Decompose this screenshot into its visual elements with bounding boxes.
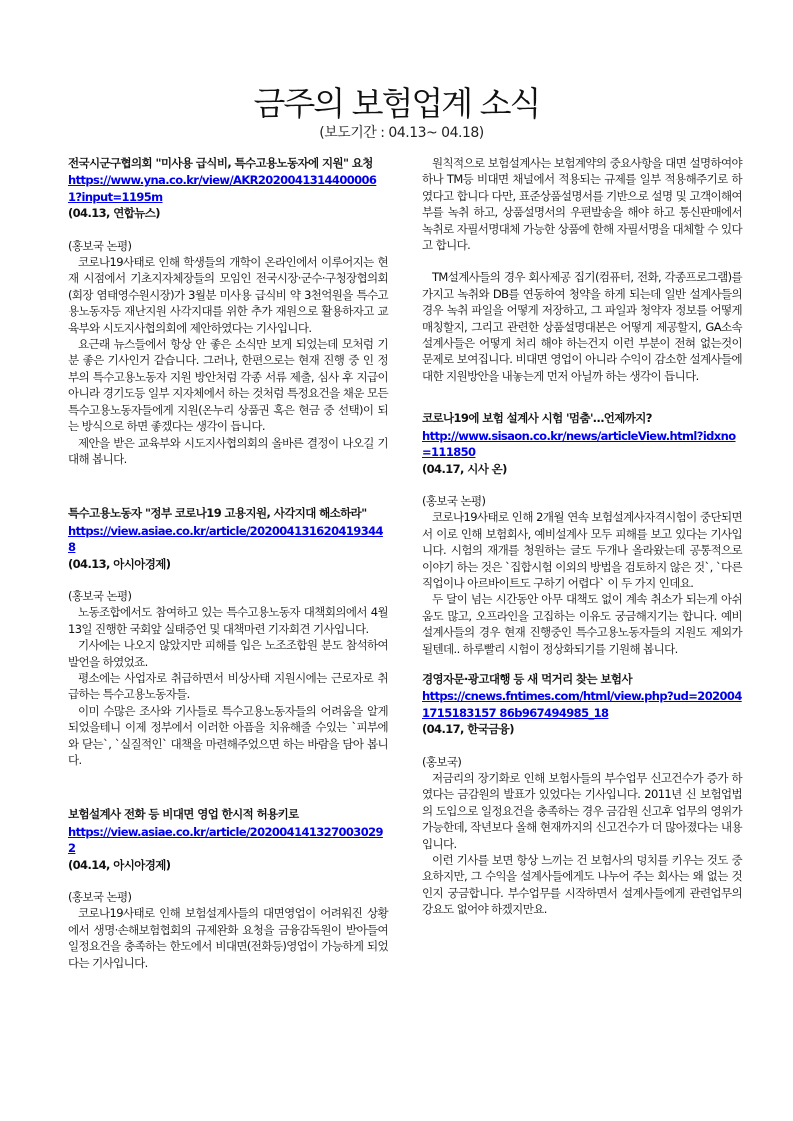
article-1	[68, 155, 388, 467]
article-link[interactable]: http://www.sisaon.co.kr/news/articleView.html?idxno=111850	[422, 428, 736, 460]
comment-paragraph: 기사에는 나오지 않았지만 피해를 입은 노조조합원 분도 참석하여 발언을 하였었죠.	[68, 638, 388, 669]
article-headline: 경영자문·광고대행 등 새 먹거리 찾는 보험사	[422, 671, 632, 686]
reporting-period: (보도기간 : 04.13~ 04.18)	[319, 125, 484, 141]
right-column	[422, 155, 742, 918]
comment-paragraph: 노동조합에서도 참여하고 있는 특수고용노동자 대책회의에서 4월 13일 진행한 국회앞 실태증언 및 대책마련 기자회견 기사입니다.	[68, 605, 388, 636]
article-5	[422, 671, 742, 918]
article-link[interactable]: https://view.asiae.co.kr/article/2020041413270030292	[68, 824, 383, 856]
comment-paragraph: 이런 기사를 보면 항상 느끼는 건 보험사의 덩치를 키우는 것도 중요하지만, 그 수익을 설계사들에게도 나누어 주는 회사는 왜 없는 것 인지 궁금합니다. 부수업무를 시작하면서 설계사들에게 관련업무의 강요도 없어야 하겠지만요.	[422, 853, 742, 917]
article-source-date: (04.13, 연합뉴스)	[68, 206, 160, 221]
comment-tag: (홍보국 논평)	[422, 493, 486, 508]
comment-paragraph: 요근래 뉴스들에서 항상 안 좋은 소식만 보게 되었는데 모처럼 기분 좋은 기사인거 같습니다. 그러나, 한편으로는 현재 진행 중 인 정부의 특수고용노동자 지원 방안처럼 각종 서류 제출, 심사 후 지급이 아니라 경기도등 일부 지자체에서 하는 것처럼 특정요건을 채운 모든 특수고용노동자들에게 지원(온누리 상품권 혹은 현금 중 선택)이 되는 방식으로 하면 좋겠다는 생각이 듭니다.	[68, 337, 388, 434]
article-comment	[68, 905, 388, 971]
page-title: 금주의 보험업계 소식	[253, 84, 540, 123]
article-comment	[68, 254, 388, 467]
article-source-date: (04.17, 시사 온)	[422, 461, 507, 476]
article-link[interactable]: https://www.yna.co.kr/view/AKR20200413144000061?input=1195m	[68, 173, 377, 204]
comment-paragraph: TM설계사들의 경우 회사제공 집기(컴퓨터, 전화, 각종프로그램)를 가지고 녹취와 DB를 연동하여 청약을 하게 되는데 일반 설계사들의 경우 녹취 파일을 어떻게 저장하고, 그 파일과 청약자 정보를 어떻게 매칭할지, 그리고 관련한 상품설명대본은 어떻게 제공할지, GA소속 설계사들은 어떻게 처리 해야 하는건지 이런 부분이 전혀 없는것이 문제로 보여집니다. 비대면 영업이 아니라 수익이 감소한 설계사들에 대한 지원방안을 내놓는게 먼저 아닐까 하는 생각이 듭니다.	[422, 270, 742, 383]
article-headline: 전국시군구협의회 "미사용 급식비, 특수고용노동자에 지원" 요청	[68, 156, 373, 170]
article-source-date: (04.13, 아시아경제)	[68, 556, 171, 571]
comment-tag: (홍보국)	[422, 754, 462, 769]
article-comment	[422, 509, 742, 657]
article-source-date: (04.14, 아시아경제)	[68, 857, 171, 872]
comment-paragraph: 저금리의 장기화로 인해 보험사들의 부수업무 신고건수가 증가 하였다는 금감원의 발표가 있었다는 기사입니다. 2011년 신 보험업법의 도입으로 일정요건을 충족하는 경우 금감원 신고후 업무의 영위가 가능한데, 작년보다 올해 현재까지의 신고건수가 더 많아졌다는 내용입니다.	[422, 771, 742, 851]
comment-tag: (홍보국 논평)	[68, 890, 132, 905]
comment-paragraph: 코로나19사태로 인해 학생들의 개학이 온라인에서 이루어지는 현재 시점에서 기초지자체장들의 모임인 전국시장·군수·구청장협의회(회장 염태영수원시장)가 3월분 미사용 급식비 약 3천억원을 특수고용노동자등 재난지원 사각지대를 위한 추가 재원으로 활용하자고 교육부와 시도지사협의회에 제안하였다는 기사입니다.	[68, 255, 388, 335]
comment-tag: (홍보국 논평)	[68, 588, 132, 603]
article-headline: 특수고용노동자 "정부 코로나19 고용지원, 사각지대 해소하라"	[68, 506, 367, 521]
article-comment	[422, 770, 742, 918]
article-comment	[68, 604, 388, 768]
article-headline: 코로나19에 보험 설계사 시험 '멈춤'…언제까지?	[422, 411, 652, 426]
article-link[interactable]: https://cnews.fntimes.com/html/view.php?ud=2020041715183157 86b967494985_18	[422, 689, 742, 720]
article-3-continued	[422, 155, 742, 384]
article-4	[422, 410, 742, 657]
comment-paragraph: 두 달이 넘는 시간동안 아무 대책도 없이 계속 취소가 되는게 아쉬움도 많고, 오프라인을 고집하는 이유도 궁금해지기는 합니다. 예비설계사들의 경우 현재 진행중인 특수고용노동자들의 지원도 제외가 될텐데.. 하루빨리 시험이 정상화되기를 기원해 봅니다.	[422, 592, 742, 656]
left-column	[68, 155, 388, 971]
comment-paragraph: 이미 수많은 조사와 기사들로 특수고용노동자들의 어려움을 알게 되었을테니 이제 정부에서 이러한 아픔을 치유해줄 수있는 `피부에 와 닫는`, `실질적인` 대책을 마련해주었으면 하는 바람을 담아 봅니다.	[68, 703, 388, 767]
comment-paragraph: 코로나19사태로 인해 보험설계사들의 대면영업이 어려워진 상황에서 생명·손해보험협회의 규제완화 요청을 금융감독원이 받아들여 일정요건을 충족하는 한도에서 비대면(전화등)영업이 가능하게 되었다는 기사입니다.	[68, 906, 388, 970]
article-headline: 보험설계사 전화 등 비대면 영업 한시적 허용키로	[68, 807, 299, 822]
comment-tag: (홍보국 논평)	[68, 238, 132, 253]
article-comment	[422, 155, 742, 384]
comment-paragraph: 원칙적으로 보험설계사는 보험계약의 중요사항을 대면 설명하여야 하나 TM등 비대면 채널에서 적용되는 규제를 일부 적용해주기로 하였다고 합니다 다만, 표준상품설명서를 기반으로 설명 및 고객이해여부를 녹취 하고, 상품설명서의 우편발송을 해야 하고 통신판매에서 녹취로 자필서명대체 가능한 상품에 한해 자필서명을 대체할 수 있다고 합니다.	[422, 156, 742, 253]
article-source-date: (04.17, 한국금융)	[422, 722, 514, 737]
comment-paragraph: 코로나19사태로 인해 2개월 연속 보험설계사자격시험이 중단되면서 이로 인해 보험회사, 예비설계사 모두 피해를 보고 있다는 기사입니다. 시험의 재개를 청원하는 글도 두개나 올라왔는데 공통적으로 이야기 하는 것은 `집합시험 이외의 방법을 검토하지 않은 것`, `다른 직업이나 아르바이트도 구하기 어렵다` 이 두 가지 인데요.	[422, 510, 742, 590]
article-link[interactable]: https://view.asiae.co.kr/article/2020041316204193448	[68, 523, 383, 555]
article-2	[68, 505, 388, 768]
comment-paragraph: 제안을 받은 교육부와 시도지사협의회의 올바른 결정이 나오길 기대해 봅니다.	[68, 435, 388, 466]
article-3	[68, 806, 388, 971]
comment-paragraph: 평소에는 사업자로 취급하면서 비상사태 지원시에는 근로자로 취급하는 특수고용노동자들.	[68, 670, 388, 702]
